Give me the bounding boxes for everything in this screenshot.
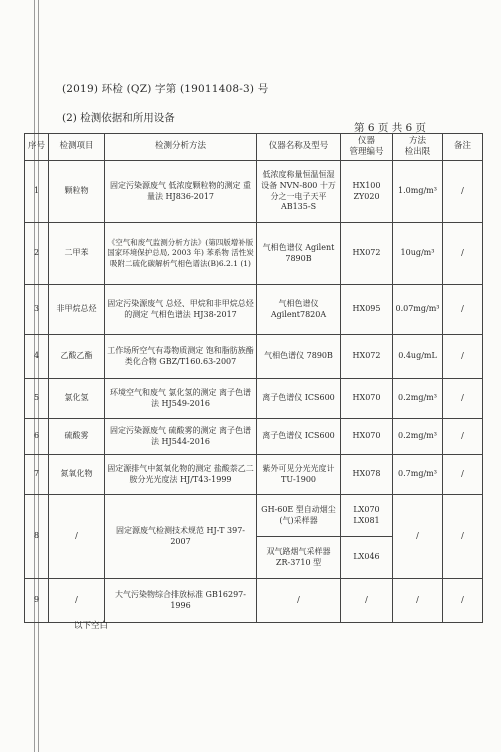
header-instrument: 仪器名称及型号 [257, 134, 341, 161]
equipment-table [24, 133, 483, 623]
header-no: 序号 [25, 134, 49, 161]
table-row: 1 颗粒物 固定污染源废气 低浓度颗粒物的测定 重量法 HJ836-2017 低浓度称量恒温恒湿设备 NVN-800 十万分之一电子天平 AB135-S HX100 ZY020 1.0mg/m³ / [25, 161, 483, 223]
header-method: 检测分析方法 [105, 134, 257, 161]
page-number: 第 6 页 共 6 页 [354, 122, 427, 134]
footer-note: 以下空白 [74, 621, 109, 631]
header-limit: 方法 检出限 [393, 134, 443, 161]
header-note: 备注 [443, 134, 483, 161]
table-row: 6 硫酸雾 固定污染源废气 硫酸雾的测定 离子色谱法 HJ544-2016 离子色谱仪 ICS600 HX070 0.2mg/m³ / [25, 419, 483, 455]
header-item: 检测项目 [49, 134, 105, 161]
table-row: 8 / 固定源废气检测技术规范 HJ-T 397-2007 GH-60E 型自动烟尘(气)采样器 LX070 LX081 / / [25, 495, 483, 537]
report-number: (2019) 环检 (QZ) 字第 (19011408-3) 号 [62, 83, 269, 95]
table-row: 双气路烟气采样器 ZR-3710 型 LX046 [25, 537, 483, 579]
table-row: 9 / 大气污染物综合排放标准 GB16297-1996 / / / / [25, 579, 483, 623]
table-row: 4 乙酸乙酯 工作场所空气有毒物质测定 饱和脂肪族酯类化合物 GBZ/T160.63-2007 气相色谱仪 7890B HX072 0.4ug/mL / [25, 335, 483, 379]
table-row: 7 氮氧化物 固定源排气中氮氧化物的测定 盐酸萘乙二胺分光光度法 HJ/T43-1999 紫外可见分光光度计 TU-1900 HX078 0.7mg/m³ / [25, 455, 483, 495]
table-row: 2 二甲苯 《空气和废气监测分析方法》(第四版增补版 国家环境保护总局, 2003 年) 苯系物 活性炭吸附二硫化碳解析气相色谱法(B)6.2.1 (1) 气相色谱仪 Agilent 7890B HX072 10ug/m³ / [25, 223, 483, 285]
table-row: 5 氯化氢 环境空气和废气 氯化氢的测定 离子色谱法 HJ549-2016 离子色谱仪 ICS600 HX070 0.2mg/m³ / [25, 379, 483, 419]
table-header-row [25, 134, 483, 161]
table-row: 3 非甲烷总烃 固定污染源废气 总烃、甲烷和非甲烷总烃的测定 气相色谱法 HJ38-2017 气相色谱仪 Agilent7820A HX095 0.07mg/m³ / [25, 285, 483, 335]
header-code: 仪器 管理编号 [341, 134, 393, 161]
section-title: (2) 检测依据和所用设备 [62, 112, 175, 124]
